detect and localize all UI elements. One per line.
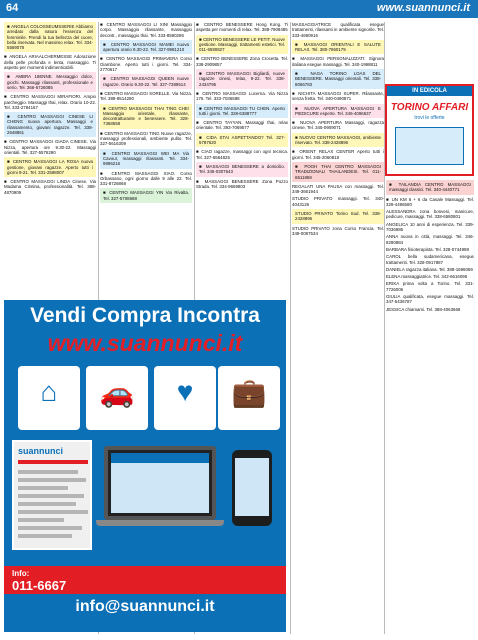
newspaper-logo: suannunci bbox=[18, 446, 64, 456]
newspaper-image bbox=[12, 440, 92, 550]
promo-banner bbox=[4, 300, 286, 632]
laptop-base bbox=[96, 520, 224, 526]
listing-ad: ■ CENTRO BENESSERE LE PETIT. Nuove gestione. Massaggi, trattamenti estetici. Tel. 011-6590827 bbox=[196, 35, 288, 55]
briefcase-icon: 💼 bbox=[218, 366, 280, 430]
listing-ad: ■ CENTRO MASSAGGI TU CHEN. Aperto tutti i giorni. Tel. 328-6388777 bbox=[196, 104, 288, 119]
listing-ad: ■ CENTRO MASSAGGI CINESE LI CHENG nuova apertura. Massaggi e rilassamento, giovani ragazze. Tel. 338-2648861 bbox=[4, 112, 96, 137]
listing-ad: ■ CENTRO MASSAGGI LI XIN! Massaggio corpo. Massaggio rilassante, massaggio decontr., massaggio thai. Tel. 333-8590286 bbox=[100, 22, 192, 38]
promo-title: Vendi Compra Incontra bbox=[30, 304, 260, 327]
listing-ad: ■ ANGELA ARIAALCHERMESSE Adorazione della pelle profonda e lenta, massaggio. Ti aspetto per momenti indimenticabili. bbox=[4, 54, 96, 71]
listing-ad: STUDIO PRIVATO zona Corso Francia. Tel. 349-0087534 bbox=[292, 225, 384, 236]
listing-ad: CAROL bella sudamericana, esegue trattamenti. Tel. 328-0917887 bbox=[386, 254, 474, 265]
listing-ad: ■ CENTRO MASSAGGI TING Nuove ragazze, massaggi professionali, ambiente pulito. Tel. 327-5616309 bbox=[100, 130, 192, 147]
listing-ad: ■ CIDA STAI ASPETTANDO? Tel. 327-5787620 bbox=[196, 133, 288, 148]
listing-ad: ■ MASSAGGI ORIENTALI E SALUTE RELAX. Tel. 380-7860179 bbox=[292, 40, 384, 55]
listing-ad: ■ NICHITA MASSAGGI SUPER. Rilassante, senza fretta. Tel. 340-0490871 bbox=[292, 90, 384, 102]
listing-ad: DANIELA ragazza italiana. Tel. 388-1696069 bbox=[386, 266, 473, 272]
page-number: 64 bbox=[6, 2, 19, 14]
listing-ad: ■ ANGELA COLOSSEUMSSERIE Abbiamo arredato dalla natura l'essenza del femminile. Prendi la tua bellezza del cuore, bella riservata. Nel massimo relax. Tel. 334-5569078 bbox=[4, 22, 96, 52]
house-icon: ⌂ bbox=[18, 366, 80, 430]
listing-ad: ■ POOH THAI CENTRO MASSAGGI TRADIZIONALI THAILANDESI. Tel. 011-6511869 bbox=[292, 162, 384, 182]
listing-ad: ■ CENTRO MASSAGGI XIAO. Corso Orbassano, ogni giorno dalle 9 alle 22. Tel. 331-8726868 bbox=[100, 170, 192, 187]
listing-ad: ■ CENTRO MASSAGGI GIADA CINESE. Via Nizza, apertura ore 9.30-22. Massaggi orientali. Tel. 327-5576290 bbox=[4, 139, 96, 155]
listing-ad: ■ CENTRO MASSAGGI QUEEN nuove ragazze. Orario 9.30-22. Tel. 327-7389514 bbox=[100, 74, 192, 89]
listing-ad: ■ CENTRO BENESSERE Zona Crocetta. Tel. 338-2909857 bbox=[196, 56, 288, 67]
listing-ad: ANGELICA 10 anni di esperienza. Tel. 339-7036986 bbox=[386, 221, 474, 233]
listing-ad: GIULIA qualificata, esegue massaggi. Tel. 347-5436787 bbox=[386, 294, 474, 305]
listing-ad: ■ MASSAGGI BENESSERE Zona Pozzo Strada. Tel. 334-9669803 bbox=[196, 178, 288, 189]
listing-ad: STUDIO PRIVATO Torino Sud. Tel. 338-2428896 bbox=[292, 209, 384, 224]
listing-ad: ■ CENTRO MASSAGGI LINDA Cinese. Via Madama Cristina, professionalità. Tel. 388-4870909 bbox=[4, 179, 96, 195]
listing-ad: ■ CENTRO TAYYAN. Massaggi thai, relax orientale. Tel. 393-7069577 bbox=[196, 120, 288, 131]
listing-ad: ■ TAILANDIA CENTRO MASSAGGI massaggi classici. Tel. 340-4440771 bbox=[386, 180, 474, 195]
page-header bbox=[0, 0, 478, 18]
listing-ad: ■ CENTRO MASSAGGI MAMEI nuova apertura orario 9.30-22. Tel. 327-9981210 bbox=[100, 40, 192, 55]
listing-ad: BARBARA fisioterapista. Tel. 328-0744998 bbox=[386, 246, 469, 252]
edicola-ad bbox=[385, 84, 474, 176]
smartphone-image bbox=[232, 450, 272, 526]
info-phone[interactable]: 011-6667 bbox=[12, 578, 67, 593]
car-icon: 🚗 bbox=[86, 366, 148, 430]
edicola-heading: IN EDICOLA bbox=[387, 86, 472, 96]
listing-ad: ■ NUOVA APERTURA MASSAGGI E PIEDICURE esperte. Tel. 346-4096637 bbox=[292, 104, 384, 119]
heart-icon: ♥ bbox=[154, 366, 216, 430]
listing-ad: REGALATI UNA PAUSA con massaggi. Tel. 349-3661944 bbox=[292, 183, 384, 195]
listing-ad: ■ CENTRO MASSAGGI LA ROSA nuova gestione, giovani ragazze. Aperto tutti i giorni 9-21. Tel. 331-2598007 bbox=[4, 157, 96, 177]
listing-ad: JESSICA chiamami. Tel. 388-4063668 bbox=[386, 306, 461, 312]
listing-ad: ■ CENTRO BENESSERE Hong Kong. Ti aspetta per momenti di relax. Tel. 388-7908485 bbox=[196, 22, 288, 33]
listing-ad: ■ MASSAGGI PERSONALIZZATI: Signora italiana esegue massaggi. Tel. 340-1998811 bbox=[292, 56, 384, 67]
listing-ad: ■ NAGA TORINO LOAS DEL BENESSERE. Massaggi orientali. Tel. 338-8066783 bbox=[292, 69, 384, 89]
promo-url[interactable]: www.suannunci.it bbox=[47, 330, 243, 356]
torino-affari-logo: TORINO AFFARI bbox=[390, 102, 469, 113]
listing-ad: MASSAGGIATRICE qualificata esegue trattamenti, rilassanti in ambiente signorile. Tel. 333-4690916 bbox=[292, 22, 384, 38]
listing-ad: ■ CENTRO MASSAGGI YIN Via Rivalta. Tel. 327-5708688 bbox=[100, 188, 192, 203]
listing-ad: ELENA massaggiatrice. Tel. 342-6616096 bbox=[386, 274, 468, 280]
edicola-image bbox=[395, 127, 464, 165]
info-phone-bar bbox=[4, 566, 286, 594]
laptop-image bbox=[104, 446, 216, 520]
listing-ad: STUDIO PRIVATO massaggi. Tel. 340-4043126 bbox=[292, 196, 384, 207]
listings-column-5 bbox=[386, 180, 474, 634]
listing-ad: ERIKA prima volta a Torino. Tel. 331-7726006 bbox=[386, 281, 474, 292]
listing-ad: ANNA nuova in città, massaggi. Tel. 346-8290884 bbox=[386, 234, 474, 245]
listing-ad: ■ CENTRO MASSAGGI WEI MA Via Cavour, massaggi rilassanti. Tel. 334-9896216 bbox=[100, 149, 192, 169]
listing-ad: ■ CENTRO MASSAGGI Lucerna. Via Nizza 176. Tel. 333-7036588 bbox=[196, 90, 288, 102]
listing-ad: ■ AMBRA 18ENNE. Messaggio dolce, giochi. Massaggi rilassanti, professionale e serio. Tel. 366-6726085 bbox=[4, 72, 96, 92]
column-divider bbox=[290, 22, 291, 634]
site-url[interactable]: www.suannunci.it bbox=[376, 2, 470, 14]
info-email[interactable]: info@suannunci.it bbox=[75, 598, 215, 615]
listing-ad: ■ UN KM 6 + 6 da Casale Massaggi. Tel. 329-4496580 bbox=[386, 196, 474, 207]
listing-ad: ■ CENTRO MASSAGGI Bigliardi, nuove ragazze cinesi, relax, 9-22. Tel. 338-2434795 bbox=[196, 69, 288, 89]
edicola-subtitle: trovi le offerte bbox=[414, 115, 445, 121]
listing-ad: ■ CIAO ragazze, massaggi con ogni tecnica. Tel. 327-6564825 bbox=[196, 149, 288, 160]
listing-ad: ■ CENTRO MASSAGGI THAI TING CHE! Massaggio orientale, rilassante, decontratturante e benessere. Tel. 328-7368558 bbox=[100, 104, 192, 129]
listing-ad: ■ CENTRO MASSAGGI SORELLE. Via Nizza. Tel. 389-8514280 bbox=[100, 90, 192, 102]
listing-ad: ■ CENTRO MASSAGGI PRIMAVERA Corso Giambone. Aperto tutti i giorni. Tel. 334-2770617 bbox=[100, 56, 192, 73]
listing-ad: ■ ORIENT RELAX CENTER Aperto tutti i giorni. Tel. 345-2060818 bbox=[292, 149, 384, 160]
info-label: Info: bbox=[12, 569, 30, 578]
listing-ad: ALESSANDRA zona bonvesi, manicure, pedicure, massaggi. Tel. 338-6580801 bbox=[386, 209, 474, 220]
listings-column-4 bbox=[292, 22, 384, 634]
listing-ad: ■ MASSAGGI BENESSERE a domicilio. Tel. 345-0307643 bbox=[196, 162, 288, 177]
listing-ad: ■ NUOVA APERTURA Massaggi, ragazza cinese. Tel. 345-0909071 bbox=[292, 120, 384, 131]
listing-ad: ■ NUOVO CENTRO MASSAGGI, ambiente riservato. Tel. 338-2428896 bbox=[292, 133, 384, 148]
listing-ad: ■ CENTRO MASSAGGI MIRAFIORI. Ampio parcheggio. Massaggi thai, relax. Orario 10-22. Tel. 333-2784167 bbox=[4, 94, 96, 110]
